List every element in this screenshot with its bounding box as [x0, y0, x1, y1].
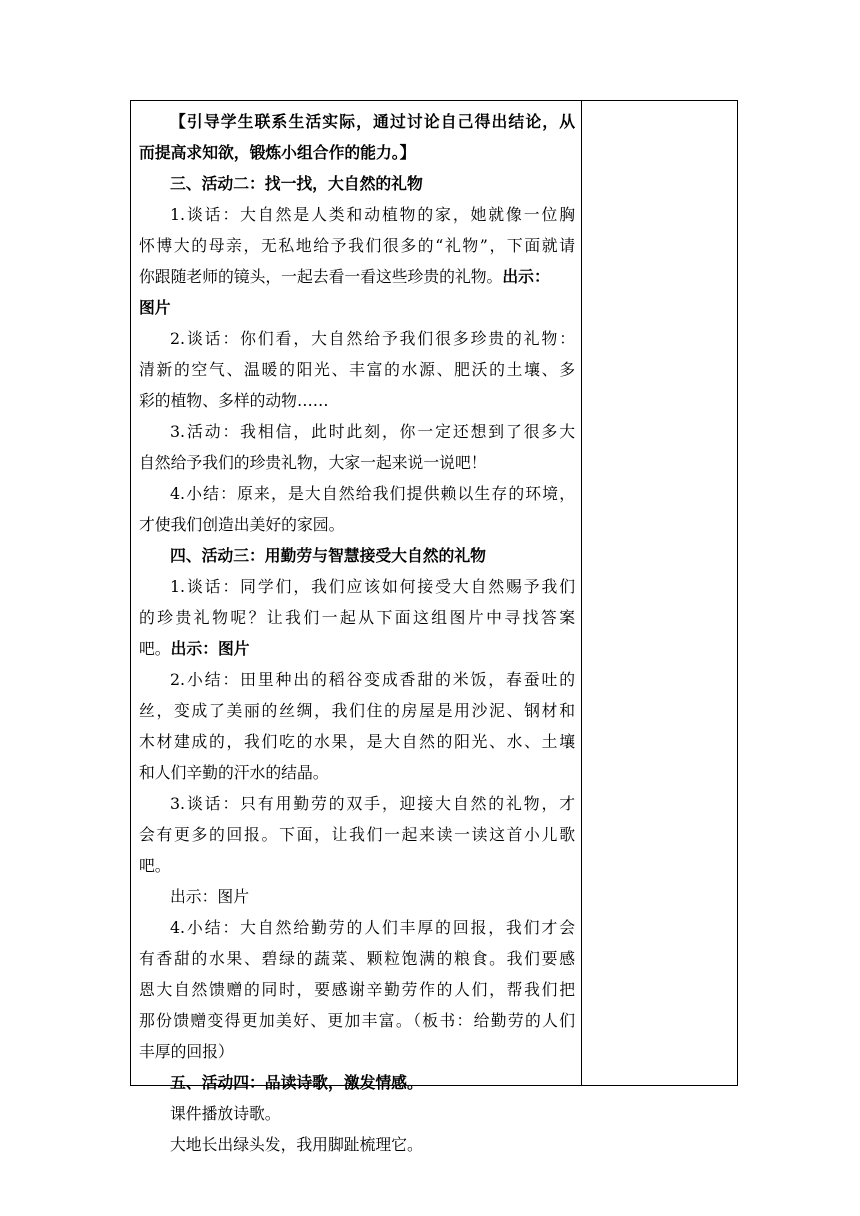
text-line: 丝，变成了美丽的丝绸，我们住的房屋是用沙泥、钢材和	[139, 701, 575, 720]
text-line: 3.谈话：只有用勤劳的双手，迎接大自然的礼物，才	[170, 794, 575, 813]
text-line: 会有更多的回报。下面，让我们一起来读一读这首小儿歌	[139, 825, 575, 844]
text-line: 那份馈赠变得更加美好、更加丰富。（板书：给勤劳的人们	[139, 1011, 575, 1030]
paragraph-talk-1	[139, 199, 575, 323]
paragraph-talk-2	[139, 323, 575, 416]
paragraph-poem-line	[139, 1129, 575, 1160]
paragraph-summary-4-4	[139, 912, 575, 1067]
paragraph-talk-4-1	[139, 571, 575, 664]
text-line: 清新的空气、温暖的阳光、丰富的水源、肥沃的土壤、多	[139, 360, 575, 379]
text-line: 木材建成的，我们吃的水果，是大自然的阳光、水、土壤	[139, 732, 575, 751]
paragraph-activity-3	[139, 416, 575, 478]
paragraph-summary-4	[139, 478, 575, 540]
text-line	[139, 261, 575, 292]
text-line: 才使我们创造出美好的家园。	[139, 515, 345, 534]
text-span: 吧。	[139, 639, 171, 658]
section-heading-activity-4	[139, 1067, 575, 1098]
heading-text: 五、活动四：品读诗歌，激发情感。	[170, 1073, 423, 1092]
text-line: 1.谈话：同学们，我们应该如何接受大自然赐予我们	[170, 577, 575, 596]
text-line: 1.谈话：大自然是人类和动植物的家，她就像一位胸	[170, 205, 575, 224]
heading-text: 三、活动二：找一找，大自然的礼物	[170, 174, 423, 193]
text-line: 丰厚的回报）	[139, 1042, 234, 1061]
text-line: 有香甜的水果、碧绿的蔬菜、颗粒饱满的粮食。我们要感	[139, 949, 575, 968]
show-label: 出示：图片	[170, 639, 250, 658]
text-line: 4.小结：大自然给勤劳的人们丰厚的回报，我们才会	[170, 918, 575, 937]
text-line: 的珍贵礼物呢？让我们一起从下面这组图片中寻找答案	[139, 608, 575, 627]
paragraph-play-poem	[139, 1098, 575, 1129]
text-line: 图片	[139, 298, 171, 317]
text-line: 2.谈话：你们看，大自然给予我们很多珍贵的礼物：	[170, 329, 575, 348]
text-line: 2.小结：田里种出的稻谷变成香甜的米饭，春蚕吐的	[170, 670, 575, 689]
paragraph-talk-4-3	[139, 788, 575, 881]
heading-text: 四、活动三：用勤劳与智慧接受大自然的礼物	[170, 546, 486, 565]
text-line: 彩的植物、多样的动物……	[139, 391, 329, 410]
table-column-divider	[581, 100, 582, 1086]
teaching-note	[139, 106, 575, 168]
section-heading-activity-3	[139, 540, 575, 571]
text-span: 你跟随老师的镜头，一起去看一看这些珍贵的礼物。	[139, 267, 503, 286]
text-line: 出示：图片	[170, 887, 249, 906]
text-line	[139, 633, 575, 664]
text-line: 和人们辛勤的汗水的结晶。	[139, 763, 329, 782]
text-line: 而提高求知欲，锻炼小组合作的能力。】	[139, 143, 416, 162]
lesson-content-cell	[139, 106, 575, 1160]
text-line: 恩大自然馈赠的同时，要感谢辛勤劳作的人们，帮我们把	[139, 980, 575, 999]
text-line: 自然给予我们的珍贵礼物，大家一起来说一说吧！	[139, 453, 487, 472]
paragraph-show-image	[139, 881, 575, 912]
text-line: 吧。	[139, 856, 171, 875]
show-label: 出示：	[502, 267, 550, 286]
section-heading-activity-2	[139, 168, 575, 199]
text-line: 4.小结：原来，是大自然给我们提供赖以生存的环境，	[170, 484, 575, 503]
text-line: 【引导学生联系生活实际，通过讨论自己得出结论，从	[170, 112, 575, 131]
text-line: 怀博大的母亲，无私地给予我们很多的“礼物”，下面就请	[139, 236, 575, 255]
text-line: 课件播放诗歌。	[170, 1104, 281, 1123]
text-line: 大地长出绿头发，我用脚趾梳理它。	[170, 1135, 423, 1154]
text-line: 3.活动：我相信，此时此刻，你一定还想到了很多大	[170, 422, 575, 441]
paragraph-summary-4-2	[139, 664, 575, 788]
